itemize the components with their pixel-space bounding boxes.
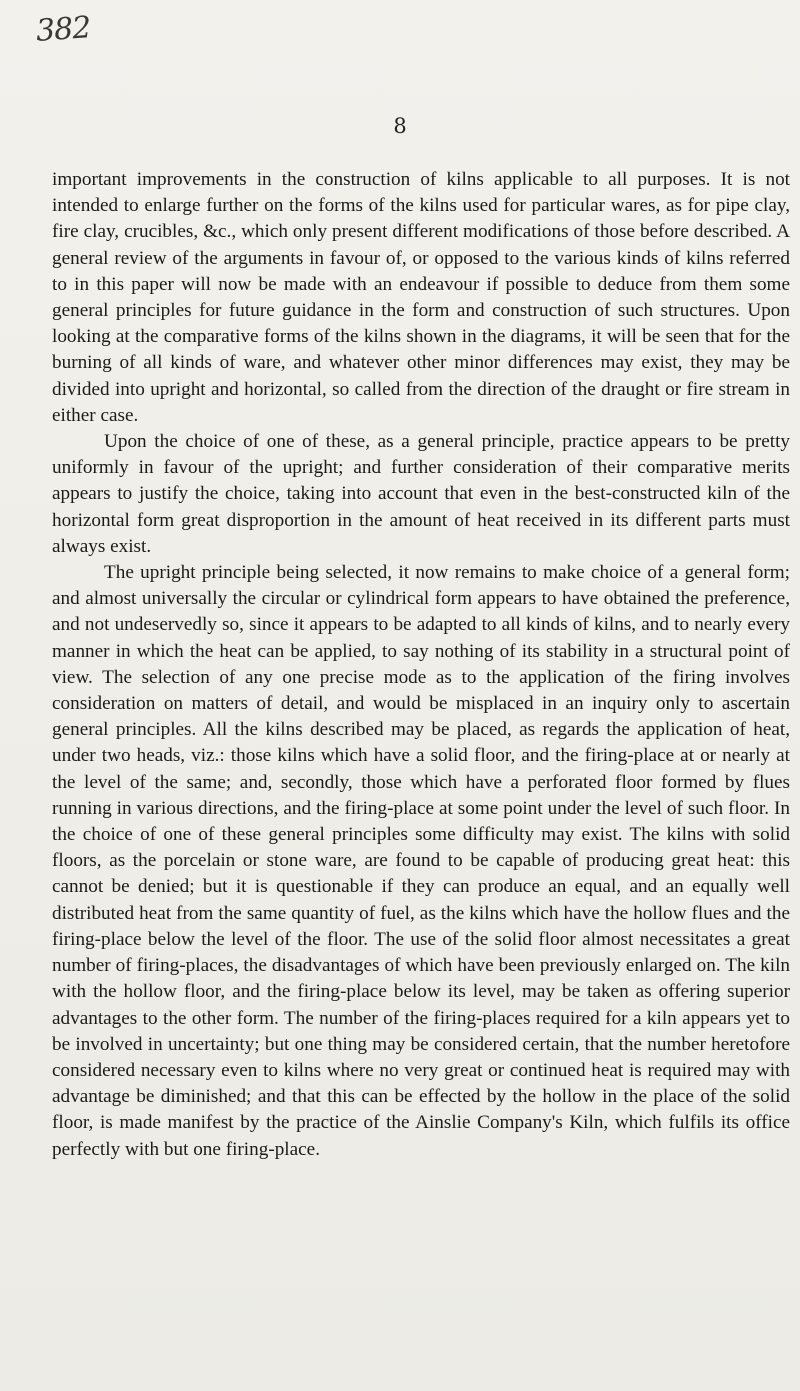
page-number: 8 — [393, 114, 407, 138]
handwritten-shelfmark: 382 — [34, 10, 92, 49]
body-text — [52, 167, 790, 1163]
paragraph: Upon the choice of one of these, as a general principle, practice appears to be pretty uniformly in favour of the upright; and further consideration of their comparative merits appears to justify the choice, taking into account that even in the best-constructed kiln of the horizontal form great disproportion in the amount of heat received in its different parts must always exist. — [52, 431, 790, 557]
paragraph: The upright principle being selected, it now remains to make choice of a general form; and almost universally the circular or cylindrical form appears to have obtained the preference, and not undeservedly so, since it appears to be adapted to all kinds of kilns, and to nearly every manner in which the heat can be applied, to say nothing of its stability in a structural point of view. The selection of any one precise mode as to the application of the firing involves consideration on matters of detail, and would be misplaced in an inquiry only to ascertain general principles. All the kilns described may be placed, as regards the application of heat, under two heads, viz.: those kilns which have a solid floor, and the firing-place at or nearly at the level of the same; and, secondly, those which have a perforated floor formed by flues running in various directions, and the firing-place at some point under the level of such floor. In the choice of one of these general principles some difficulty may exist. The kilns with solid floors, as the porcelain or stone ware, are found to be capable of producing great heat: this cannot be denied; but it is questionable if they can produce an equal, and an equally well distributed heat from the same quantity of fuel, as the kilns which have the hollow flues and the firing-place below the level of the floor. The use of the solid floor almost necessitates a great number of firing-places, the disadvantages of which have been previously enlarged on. The kiln with the hollow floor, and the firing-place below its level, may be taken as offering superior advantages to the other form. The number of the firing-places required for a kiln appears yet to be involved in uncertainty; but one thing may be considered certain, that the number heretofore considered necessary even to kilns where no very great or continued heat is required may with advantage be diminished; and that this can be effected by the hollow in the place of the solid floor, is made manifest by the practice of the Ainslie Company's Kiln, which fulfils its office perfectly with but one firing-place. — [52, 562, 790, 1160]
paragraph: important improvements in the construction of kilns applicable to all purposes. It is not intended to enlarge further on the forms of the kilns used for particular wares, as for pipe clay, fire clay, crucibles, &c., which only present different modifications of those before described. A general review of the arguments in favour of, or opposed to the various kinds of kilns referred to in this paper will now be made with an endeavour if possible to deduce from them some general principles for future guidance in the form and construction of such structures. Upon looking at the comparative forms of the kilns shown in the diagrams, it will be seen that for the burning of all kinds of ware, and whatever other minor differences may exist, they may be divided into upright and horizontal, so called from the direction of the draught or fire stream in either case. — [52, 169, 790, 426]
